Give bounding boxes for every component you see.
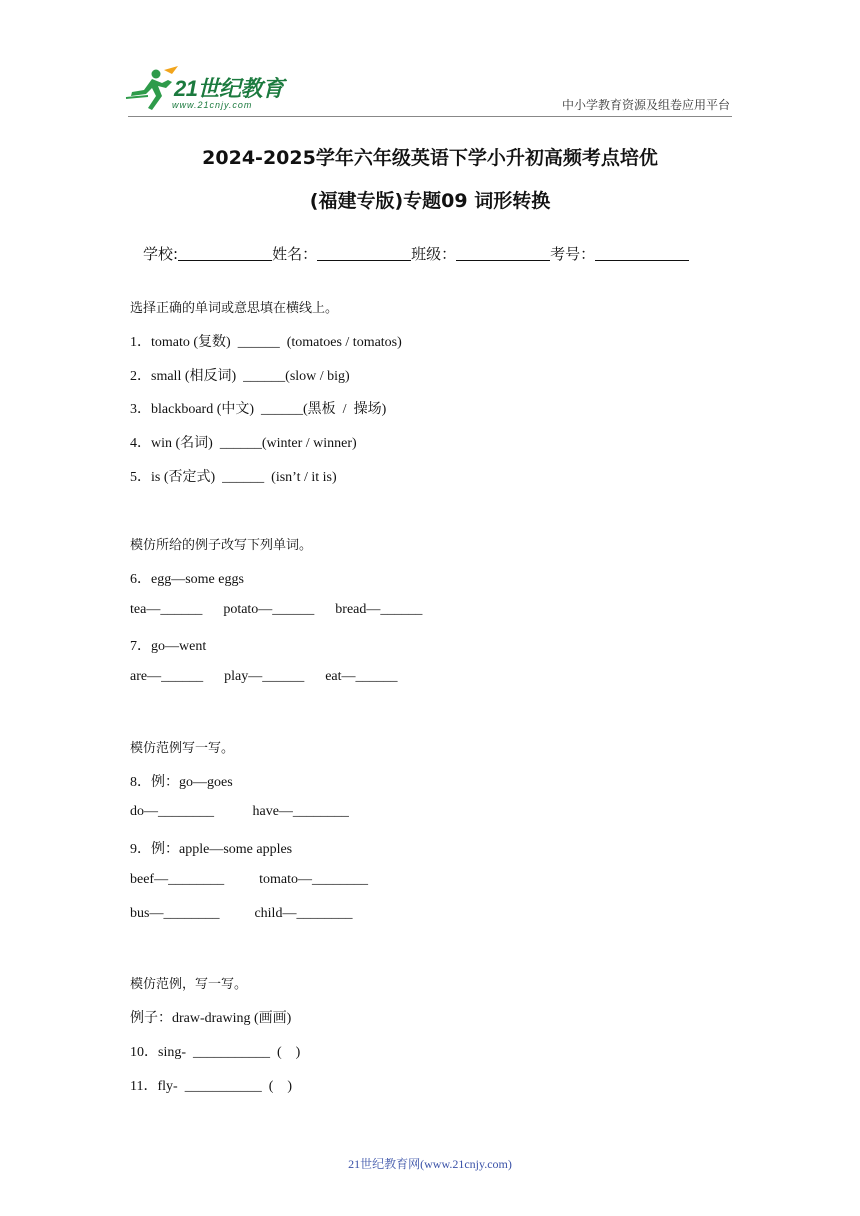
question-line: 6．egg—some eggs: [130, 572, 244, 587]
section-2-instruction: 模仿所给的例子改写下列单词。: [130, 538, 313, 553]
school-field[interactable]: [178, 244, 272, 261]
question-line: beef—________ tomato—________: [130, 872, 368, 887]
exam-no-field[interactable]: [595, 244, 689, 261]
logo-text: 21世纪教育: [174, 76, 284, 101]
name-field[interactable]: [317, 244, 411, 261]
question-line: do—________ have—________: [130, 804, 349, 819]
question-line: 11．fly- ___________ ( ): [130, 1079, 293, 1094]
header-tagline: 中小学教育资源及组卷应用平台: [561, 98, 730, 112]
exam-no-label: 考号：: [550, 245, 596, 263]
logo: [122, 66, 292, 118]
page-title-line1: 2024-2025学年六年级英语下学小升初高频考点培优: [202, 147, 658, 169]
question-line: are—______ play—______ eat—______: [130, 669, 398, 684]
header-divider: [128, 116, 732, 117]
question-line: 9．例：apple—some apples: [130, 842, 293, 857]
question-line: 3．blackboard (中文) ______(黑板 / 操场): [130, 402, 387, 417]
section-1-instruction: 选择正确的单词或意思填在横线上。: [130, 301, 339, 316]
question-line: 1．tomato (复数) ______ (tomatoes / tomatos): [130, 335, 402, 350]
name-label: 姓名：: [272, 245, 318, 263]
logo-url: www.21cnjy.com: [172, 100, 253, 110]
question-line: 8．例：go—goes: [130, 775, 233, 790]
page-footer[interactable]: 21世纪教育网(www.21cnjy.com): [348, 1157, 512, 1171]
question-line: 2．small (相反词) ______(slow / big): [130, 369, 350, 384]
page-title-line2: (福建专版)专题09 词形转换: [309, 190, 551, 212]
school-label: 学校:: [143, 245, 179, 263]
class-field[interactable]: [456, 244, 550, 261]
student-info: [143, 243, 689, 264]
question-line: 5．is (否定式) ______ (isn’t / it is): [130, 470, 337, 485]
question-line: tea—______ potato—______ bread—______: [130, 602, 423, 617]
question-line: bus—________ child—________: [130, 906, 353, 921]
question-line: 4．win (名词) ______(winter / winner): [130, 436, 357, 451]
section-4-instruction: 模仿范例，写一写。: [130, 977, 248, 992]
section-3-instruction: 模仿范例写一写。: [130, 741, 235, 756]
page-header: [0, 0, 860, 120]
class-label: 班级：: [411, 245, 457, 263]
question-line: 7．go—went: [130, 639, 207, 654]
question-line: 例子：draw-drawing (画画): [130, 1011, 292, 1026]
question-line: 10．sing- ___________ ( ): [130, 1045, 301, 1060]
